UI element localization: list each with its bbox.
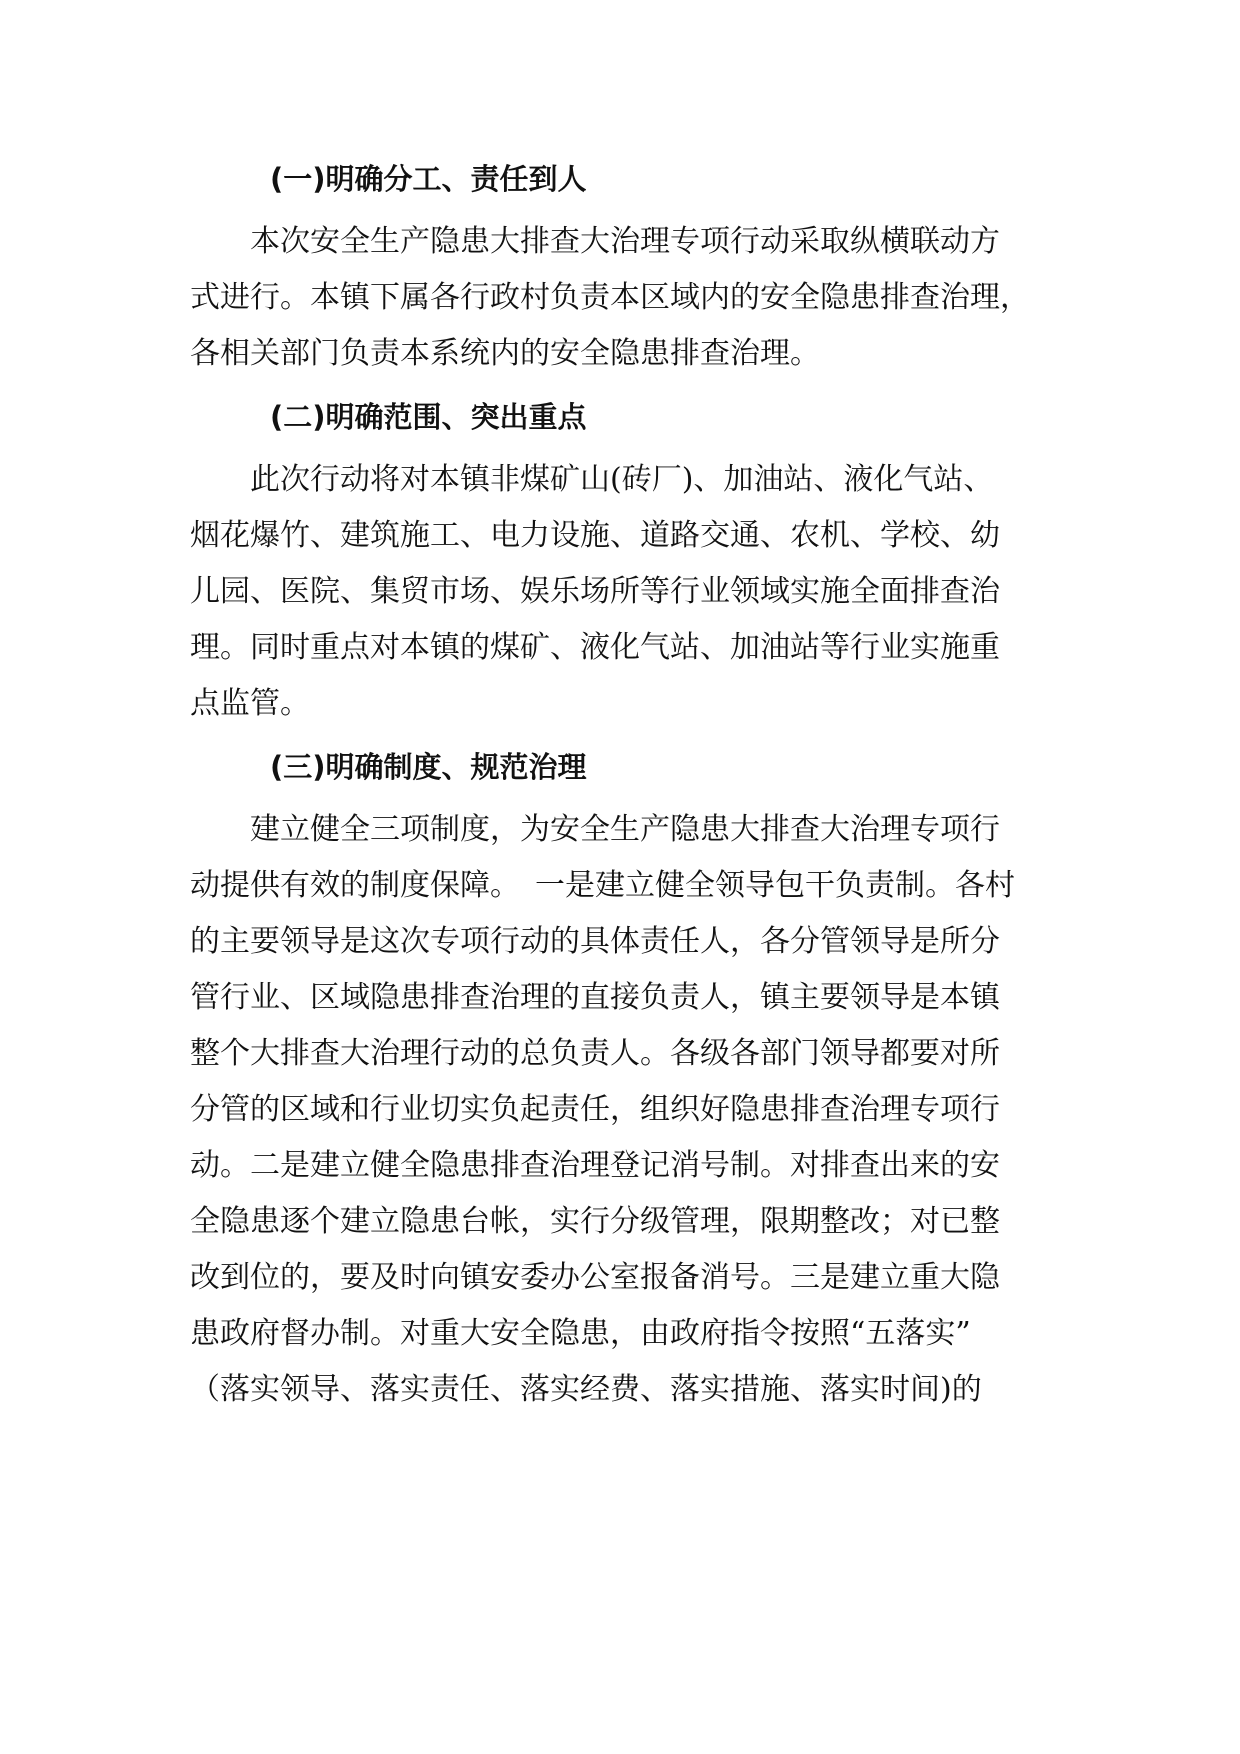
paragraph-line: 各相关部门负责本系统内的安全隐患排查治理。 — [190, 336, 820, 371]
paragraph-line: 儿园、医院、集贸市场、娱乐场所等行业领域实施全面排查治 — [190, 574, 1000, 609]
paragraph-line: 此次行动将对本镇非煤矿山(砖厂)、加油站、液化气站、 — [250, 462, 994, 497]
paragraph-line: （落实领导、落实责任、落实经费、落实措施、落实时间)的 — [190, 1372, 982, 1407]
paragraph-line: 建立健全三项制度，为安全生产隐患大排查大治理专项行 — [250, 812, 1000, 847]
paragraph-line: 分管的区域和行业切实负起责任，组织好隐患排查治理专项行 — [190, 1092, 1000, 1127]
paragraph-line: 本次安全生产隐患大排查大治理专项行动采取纵横联动方 — [250, 224, 1000, 259]
paragraph-line: 全隐患逐个建立隐患台帐，实行分级管理，限期整改；对已整 — [190, 1204, 1000, 1239]
section-heading-1: (一)明确分工、责任到人 — [270, 162, 587, 196]
paragraph-line: 动。二是建立健全隐患排查治理登记消号制。对排查出来的安 — [190, 1148, 1000, 1183]
paragraph-line: 烟花爆竹、建筑施工、电力设施、道路交通、农机、学校、幼 — [190, 518, 1000, 553]
section-paragraph-3 — [190, 802, 1070, 1418]
paragraph-line: 整个大排查大治理行动的总负责人。各级各部门领导都要对所 — [190, 1036, 1000, 1071]
paragraph-line: 管行业、区域隐患排查治理的直接负责人，镇主要领导是本镇 — [190, 980, 1000, 1015]
paragraph-line: 式进行。本镇下属各行政村负责本区域内的安全隐患排查治理， — [190, 280, 1030, 315]
paragraph-line: 改到位的，要及时向镇安委办公室报备消号。三是建立重大隐 — [190, 1260, 1000, 1295]
paragraph-line: 患政府督办制。对重大安全隐患，由政府指令按照“五落实” — [190, 1316, 971, 1351]
section-heading-3: (三)明确制度、规范治理 — [270, 750, 587, 784]
document-page — [190, 152, 1070, 1426]
paragraph-line: 的主要领导是这次专项行动的具体责任人，各分管领导是所分 — [190, 924, 1000, 959]
section-paragraph-2 — [190, 452, 1070, 732]
paragraph-line: 理。同时重点对本镇的煤矿、液化气站、加油站等行业实施重 — [190, 630, 1000, 665]
paragraph-line: 点监管。 — [190, 686, 310, 721]
section-paragraph-1 — [190, 214, 1070, 382]
paragraph-line: 动提供有效的制度保障。 一是建立健全领导包干负责制。各村 — [190, 868, 1015, 903]
section-heading-2: (二)明确范围、突出重点 — [270, 400, 587, 434]
